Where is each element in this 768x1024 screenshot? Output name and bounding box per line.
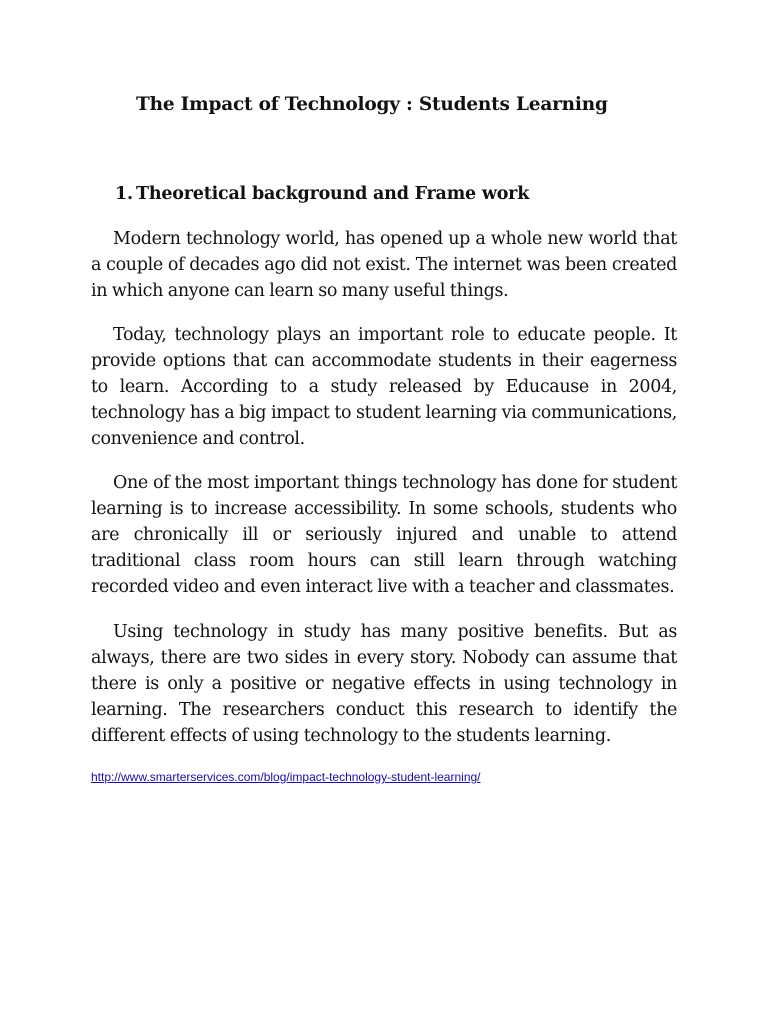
document-title: The Impact of Technology : Students Learning <box>136 94 608 115</box>
paragraph-1: Modern technology world, has opened up a whole new world that a couple of decades ago did not exist. The internet was been created in which anyone can learn so many useful things. <box>91 229 677 301</box>
section-title: Theoretical background and Frame work <box>136 184 530 204</box>
paragraph-4: Using technology in study has many positive benefits. But as always, there are two sides in every story. Nobody can assume that there is only a positive or negative effects in using technology in learning. The researchers conduct this research to identify the different effects of using technology to the students learning. <box>91 622 677 746</box>
section-heading <box>115 181 529 207</box>
paragraph-3: One of the most important things technology has done for student learning is to increase accessibility. In some schools, students who are chronically ill or seriously injured and unable to attend traditional class room hours can still learn through watching recorded video and even interact live with a teacher and classmates. <box>91 473 677 597</box>
reference-link[interactable]: http://www.smarterservices.com/blog/impact-technology-student-learning/ <box>91 770 481 784</box>
paragraph-2: Today, technology plays an important role to educate people. It provide options that can accommodate students in their eagerness to learn. According to a study released by Educause in 2004, technology has a big impact to student learning via communications, convenience and control. <box>91 325 677 449</box>
section-number: 1. <box>115 184 133 204</box>
